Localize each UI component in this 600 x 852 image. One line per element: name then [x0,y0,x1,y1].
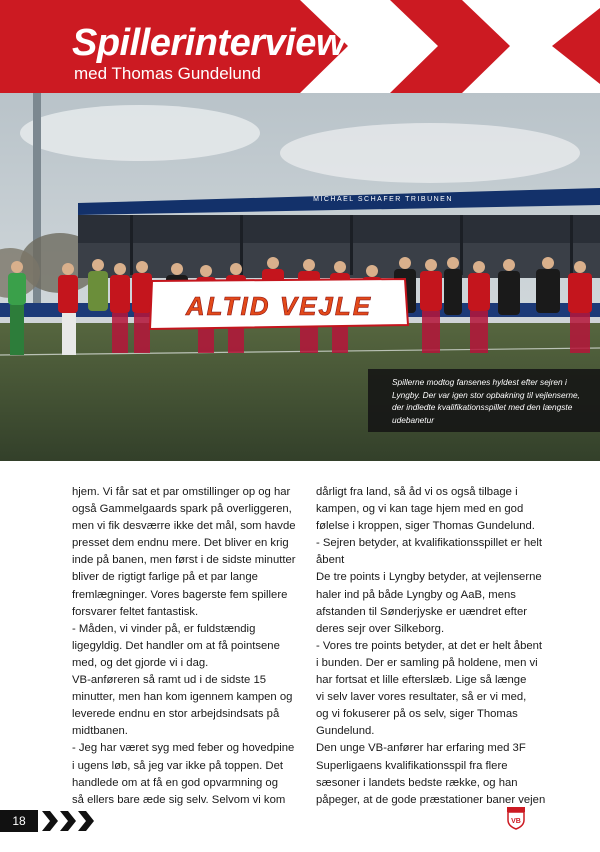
article-line: påpeger, at de gode præstationer baner vejen [316,793,546,806]
article-line: leverede endnu en stor arbejdsindsats på [72,708,280,721]
article-line: sæsoner i landets bedste række, og han [316,776,518,789]
article-line: haler ind på både Lyngby og AaB, mens [316,588,516,601]
crest-text: VB [511,818,521,825]
caption-line: der indledte kvalifikationsspillet med den længste [392,402,573,412]
article-line: bliver de rigtigt farlige på et par lange [72,571,258,584]
article-line: presset dem endnu mere. Det bliver en krig [72,537,289,550]
article-line: vi selv laver vores resultater, så er vi med, [316,691,527,704]
article-line: kampen, og vi kan tage hjem med en god [316,503,524,516]
article-line: fremlægninger. Vores bagerste fem spillere [72,588,288,601]
article-line: De tre points i Lyngby betyder, at vejlenserne [316,571,542,584]
article-line: så ellers bare æde sig selv. Selvom vi kom [72,793,286,806]
article-line: deres sejr over Silkeborg. [316,622,445,635]
article-line: følelse i kroppen, siger Thomas Gundelund. [316,520,535,533]
article-line: - Sejren betyder, at kvalifikationsspillet er helt [316,537,543,550]
page-title: Spillerinterview [72,22,345,64]
fan-banner [150,279,408,329]
article-line: har fortsat et lille efterslæb. Lige så længe [316,674,527,687]
page-footer [0,806,600,836]
caption-line: udebanetur [392,414,434,425]
article-line: Gundelund. [316,725,375,738]
article-line: med, og det gjorde vi i dag. [72,656,209,669]
article-line: i ugens løb, så jeg var ikke på toppen. Det [72,759,283,772]
article-line: Den unge VB-anfører har erfaring med 3F [316,742,526,755]
page-subtitle: med Thomas Gundelund [74,64,261,83]
chevron-right-shape [462,0,600,93]
banner-text: ALTID VEJLE [185,291,373,321]
caption-line: Lyngby. Der var igen stor opbakning til vejlenserne, [392,389,580,400]
article-line: - Jeg har været syg med feber og hovedpine [72,742,295,755]
article-line: og vi fokuserer på os selv, siger Thomas [316,708,518,721]
article-line: minutter, men han kom igennem kampen og [72,691,293,704]
article-line: Superligaens kvalifikationsspil fra flere [316,759,508,772]
photo-caption [368,369,600,432]
article-line: afstanden til Sønderjyske er uændret efter [316,605,527,618]
article-column-right [316,484,548,809]
club-crest-icon [506,806,526,830]
stand-sign: MICHAEL SCHAFER TRIBUNEN [313,196,453,203]
article-line: hjem. Vi får sat et par omstillinger op og har [72,486,291,498]
article-line: i bunden. Der er samling på holdene, men vi [316,656,538,669]
article-line: men vi fik desværre ikke det mål, som havde [72,520,296,533]
page-number: 18 [0,810,38,832]
article-line: åbent [316,554,345,567]
article-line: dårligt fra land, så åd vi os også tilbage i [316,486,518,498]
article-line: - Måden, vi vinder på, er fuldstændig [72,622,256,635]
article-line: ligegyldig. Det handler om at få pointsene [72,639,280,652]
article-line: inde på banen, men først i de sidste minutter [72,554,296,567]
page-header [0,0,600,93]
article-line: - Vores tre points betyder, at det er helt åbent [316,639,543,652]
chevron-arrows-icon [40,810,100,832]
article-line: forsvarer feltet fantastisk. [72,605,199,618]
caption-line: Spillerne modtog fansenes hyldest efter sejren i [392,377,567,387]
article-line: også Gammelgaards spark på overliggeren, [72,503,292,516]
article-line: midtbanen. [72,725,128,738]
article-line: handlede om at få en god opvarmning og [72,776,279,789]
article-line: VB-anføreren så ramt ud i de sidste 15 [72,674,267,687]
article-column-left [72,484,304,809]
